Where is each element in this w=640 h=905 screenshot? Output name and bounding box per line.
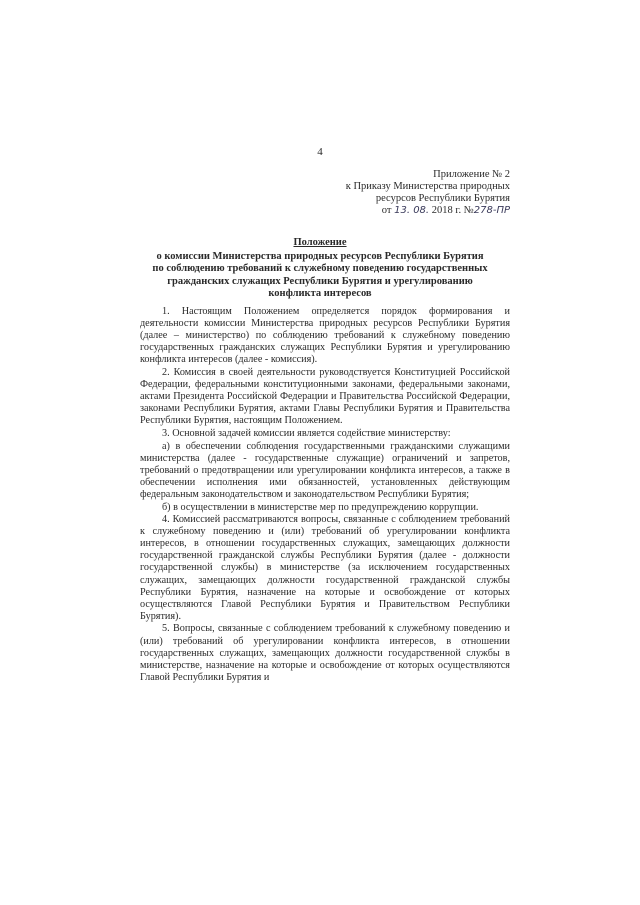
paragraph-6: 4. Комиссией рассматриваются вопросы, связанные с соблюдением требований к служебному поведению и (или) требований об урегулировании конфликта интересов, в отношении государственных служащих, замещающих должности государственной гражданской службы Республики Бурятия (далее - должности государственной службы) в министерстве (за исключением государственных служащих, замещающих должности государственной гражданской службы Республики Бурятия, назначение на которые и освобождение от которых осуществляются Главой Республики Бурятия и Правительством Республики Бурятия). [140,514,510,622]
date-year: 2018 г. № [431,205,474,216]
title-line-2: по соблюдению требований к служебному поведению государственных [152,263,488,274]
appendix-line-1: Приложение № 2 [433,169,510,180]
appendix-date-line [330,205,510,217]
order-number: 278-ПР [473,205,510,216]
appendix-block [330,169,510,217]
title-line-1: о комиссии Министерства природных ресурсов Республики Бурятия [156,250,484,262]
date-prefix: от [381,205,392,216]
paragraph-1: 1. Настоящим Положением определяется порядок формирования и деятельности комиссии Министерства природных ресурсов Республики Бурятия (далее – министерство) по соблюдению требований к служебному поведению государственных гражданских служащих Республики Бурятия и урегулированию конфликта интересов (далее - комиссия). [140,306,510,366]
paragraph-7: 5. Вопросы, связанные с соблюдением требований к служебному поведению и (или) требований об урегулировании конфликта интересов, в отношении государственных служащих, замещающих должности государственной службы в министерстве, назначение на которые и освобождение от которых осуществляются Главой Республики Бурятия и [140,623,510,683]
title-heading: Положение [293,237,347,248]
paragraph-4: а) в обеспечении соблюдения государственными гражданскими служащими министерства (далее - государственные служащие) ограничений и запретов, требований о предотвращении или урегулировании конфликта интересов, а также в обеспечении исполнения ими обязанностей, установленных действующим федеральным законодательством и законодательством Республики Бурятия; [140,440,510,500]
title-line-3: гражданских служащих Республики Бурятия и урегулированию [167,275,473,287]
paragraph-5: б) в осуществлении в министерстве мер по предупреждению коррупции. [162,501,479,513]
paragraph-2: 2. Комиссия в своей деятельности руководствуется Конституцией Российской Федерации, федеральными конституционными законами, федеральными законами, актами Президента Российской Федерации и Правительства Российской Федерации, законами Республики Бурятия, актами Главы Республики Бурятия и Правительства Республики Бурятия, настоящим Положением. [140,366,510,427]
page-number: 4 [317,146,323,158]
title-line-4: конфликта интересов [268,288,372,299]
document-body [140,306,510,684]
appendix-line-3: ресурсов Республики Бурятия [375,193,510,204]
appendix-line-2: к Приказу Министерства природных [345,181,510,192]
date-day: 13. 08. [394,205,430,216]
document-title [130,237,510,301]
paragraph-3: 3. Основной задачей комиссии является содействие министерству: [162,427,451,439]
